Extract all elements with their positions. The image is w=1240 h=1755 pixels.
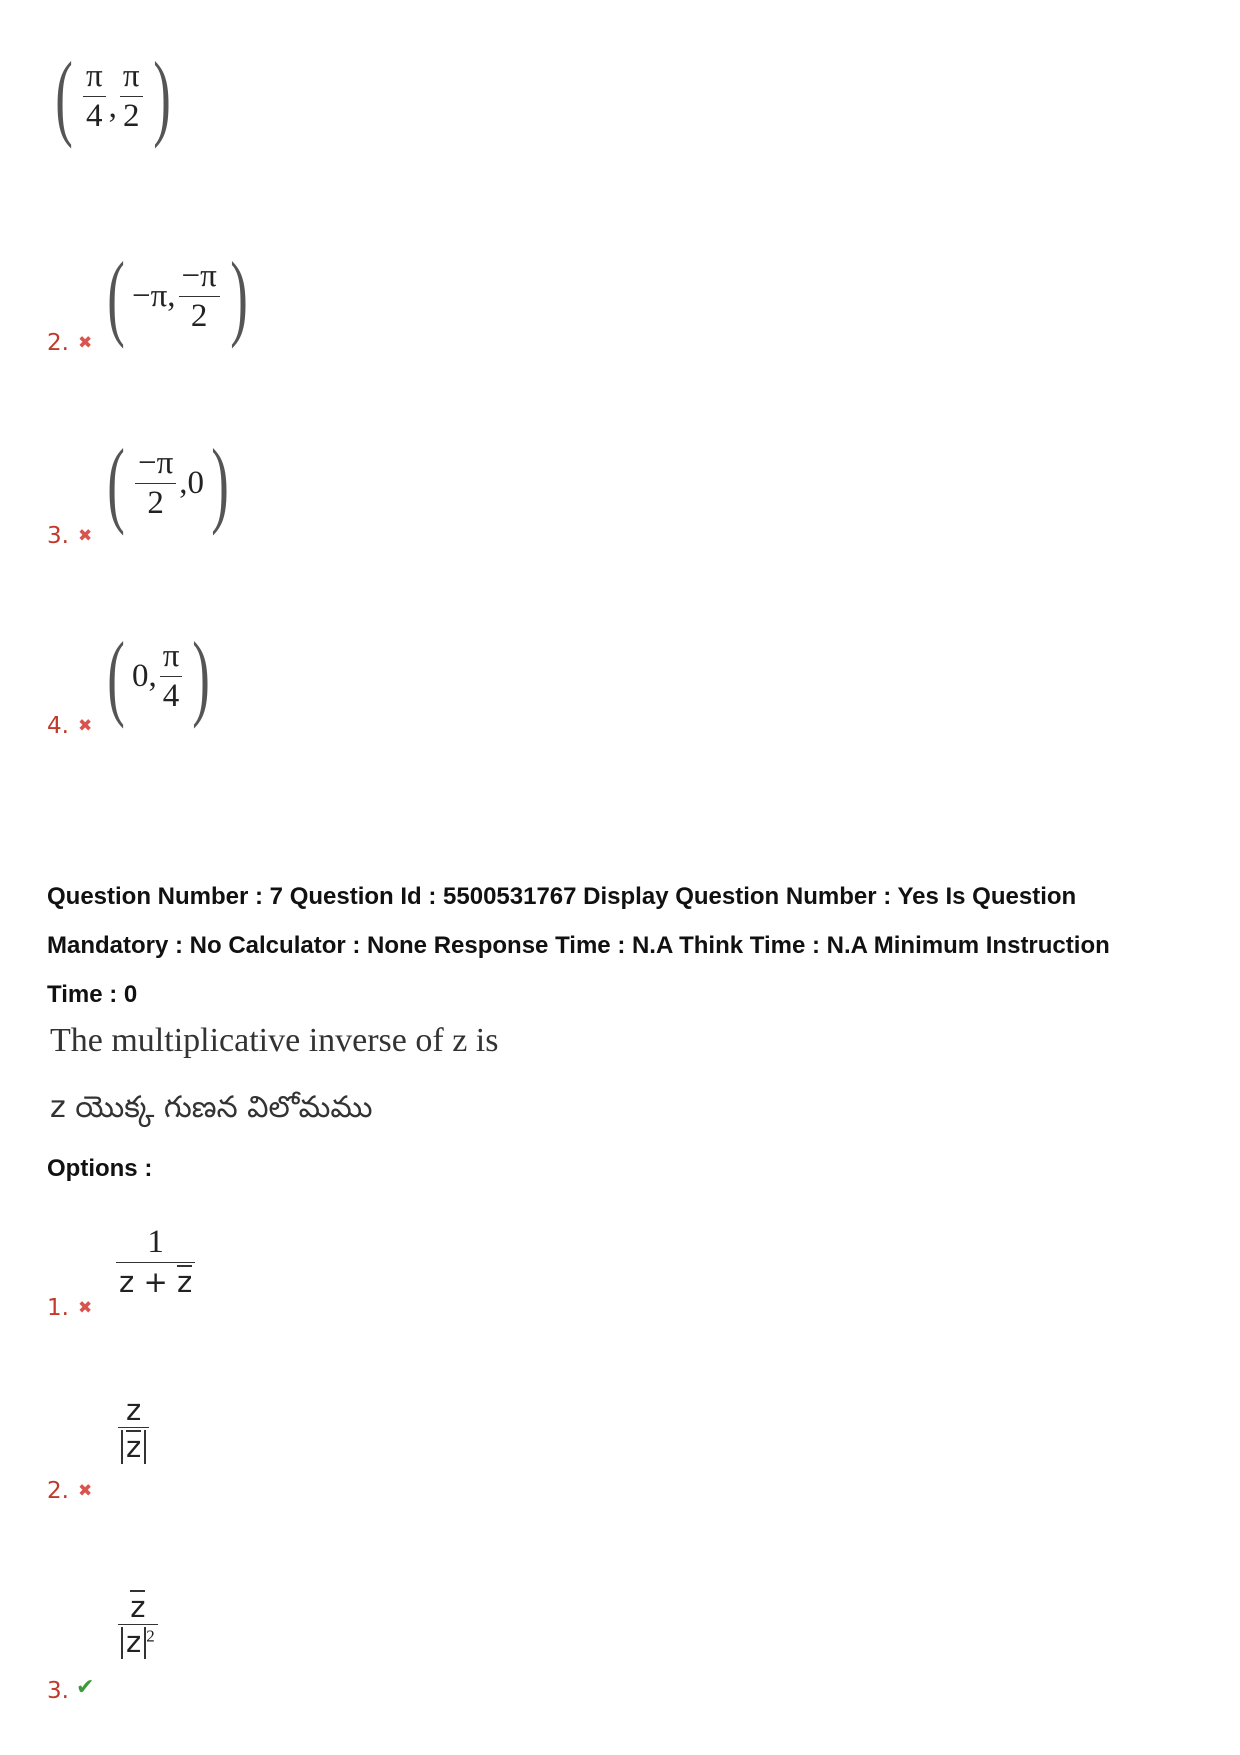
question-text-english: The multiplicative inverse of z is: [50, 1022, 499, 1059]
numerator: π: [85, 57, 103, 94]
right-paren: ): [229, 242, 248, 349]
conjugate-z: z: [130, 1590, 146, 1624]
numerator: [127, 1590, 148, 1622]
right-paren: ): [152, 42, 171, 149]
question-meta-line-3: Time : 0: [47, 981, 138, 1008]
correct-mark-icon: ✔: [76, 1675, 95, 1700]
term: 0,: [131, 657, 157, 694]
numerator: −π: [137, 444, 174, 481]
prev-option-3-math: [100, 429, 236, 536]
numerator: 1: [147, 1224, 164, 1260]
denominator: [118, 1430, 149, 1464]
prev-option-2-number: 2.: [47, 330, 69, 356]
prev-option-4-math: [100, 622, 217, 729]
wrong-mark-icon: ✖: [78, 333, 93, 353]
fraction: [120, 59, 143, 133]
denominator: 4: [162, 677, 180, 714]
question-meta-line-2: Mandatory : No Calculator : None Response Time : N.A Think Time : N.A Minimum Instruction: [47, 932, 1110, 959]
denominator: z + z: [119, 1264, 193, 1299]
question-meta: [47, 872, 1222, 1019]
numerator: z: [126, 1393, 142, 1427]
option-2-math: [115, 1395, 152, 1464]
fraction: [118, 1590, 158, 1659]
left-paren: (: [107, 242, 125, 349]
modulus-z: z: [121, 1627, 146, 1659]
fraction: [179, 259, 220, 333]
exponent: 2: [146, 1626, 155, 1646]
prev-option-3-number: 3.: [47, 523, 69, 549]
fraction: [83, 59, 106, 133]
fraction: [160, 639, 183, 713]
denominator: 2: [147, 484, 164, 521]
left-paren: (: [107, 429, 125, 536]
options-label: Options :: [47, 1155, 153, 1182]
prev-option-1-math: ( $\frac{\pi}{4}$ , $\frac{\pi}{2}$ ): [55, 42, 171, 149]
right-paren: ): [192, 622, 211, 729]
prev-option-2-math: [100, 242, 255, 349]
term: ,0: [179, 464, 204, 501]
fraction: [118, 1395, 149, 1464]
option-3-math: [115, 1590, 161, 1659]
option-1-math: [113, 1225, 198, 1297]
question-text-telugu: z యొక్క గుణన విలోమము: [50, 1090, 373, 1125]
left-paren: (: [55, 42, 73, 149]
denominator: 4: [86, 97, 103, 134]
conjugate-z: z: [126, 1430, 142, 1465]
denominator: 2: [122, 97, 140, 134]
left-paren: (: [107, 622, 125, 729]
option-1-number: 1.: [47, 1295, 69, 1321]
option-3-number: 3.: [47, 1678, 69, 1704]
numerator: π: [122, 57, 140, 94]
numerator: π: [162, 637, 180, 674]
wrong-mark-icon: ✖: [78, 1298, 93, 1318]
right-paren: ): [211, 429, 229, 536]
fraction: [135, 446, 176, 520]
option-2-number: 2.: [47, 1478, 69, 1504]
question-meta-line-1: Question Number : 7 Question Id : 5500531767 Display Question Number : Yes Is Question: [47, 883, 1077, 910]
numerator: −π: [181, 257, 217, 294]
wrong-mark-icon: ✖: [78, 716, 93, 736]
denominator: 2: [190, 297, 208, 334]
wrong-mark-icon: ✖: [78, 1481, 93, 1501]
denominator: [118, 1627, 158, 1659]
fraction: [116, 1225, 195, 1297]
term: −π,: [131, 277, 176, 314]
wrong-mark-icon: ✖: [78, 526, 93, 546]
prev-option-4-number: 4.: [47, 713, 69, 739]
